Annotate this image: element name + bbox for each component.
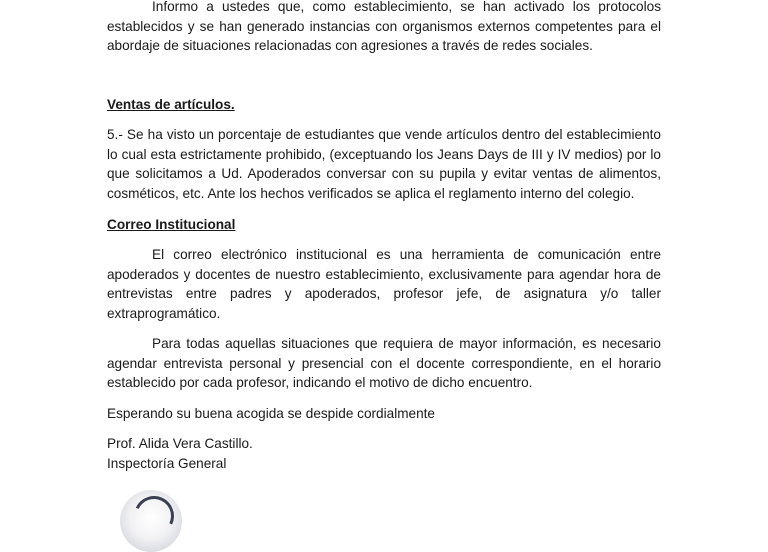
correo-paragraph-1: El correo electrónico institucional es una herramienta de comunicación entre apoderados y docentes de nuestro establecimiento, exclusivamente para agendar hora de entrevistas entre padres y apoderados, profesor jefe, de asignatura y/o taller extraprogramático. (107, 247, 661, 321)
closing-line: Esperando su buena acogida se despide cordialmente (107, 406, 435, 421)
signature-role: Inspectoría General (107, 456, 227, 471)
correo-heading: Correo Institucional (107, 217, 236, 232)
ventas-heading: Ventas de artículos. (107, 97, 235, 112)
ventas-paragraph: 5.- Se ha visto un porcentaje de estudiantes que vende artículos dentro del establecimiento lo cual esta estrictamente prohibido, (exceptuando los Jeans Days de III y IV medios) por lo que solicitamos a Ud. Apoderados conversar con su pupila y evitar ventas de alimentos, cosméticos, etc. Ante los hechos verificados se aplica el reglamento interno del colegio. (107, 127, 661, 201)
correo-paragraph-2: Para todas aquellas situaciones que requiera de mayor información, es necesario agendar entrevista personal y presencial con el docente correspondiente, en el horario establecido por cada profesor, indicando el motivo de dicho encuentro. (107, 336, 661, 390)
intro-paragraph: Informo a ustedes que, como establecimiento, se han activado los protocolos establecidos y se han generado instancias con organismos externos competentes para el abordaje de situaciones relacionadas con agresiones a través de redes sociales. (107, 0, 661, 53)
school-seal-icon (120, 490, 182, 552)
signature-name: Prof. Alida Vera Castillo. (107, 436, 253, 451)
